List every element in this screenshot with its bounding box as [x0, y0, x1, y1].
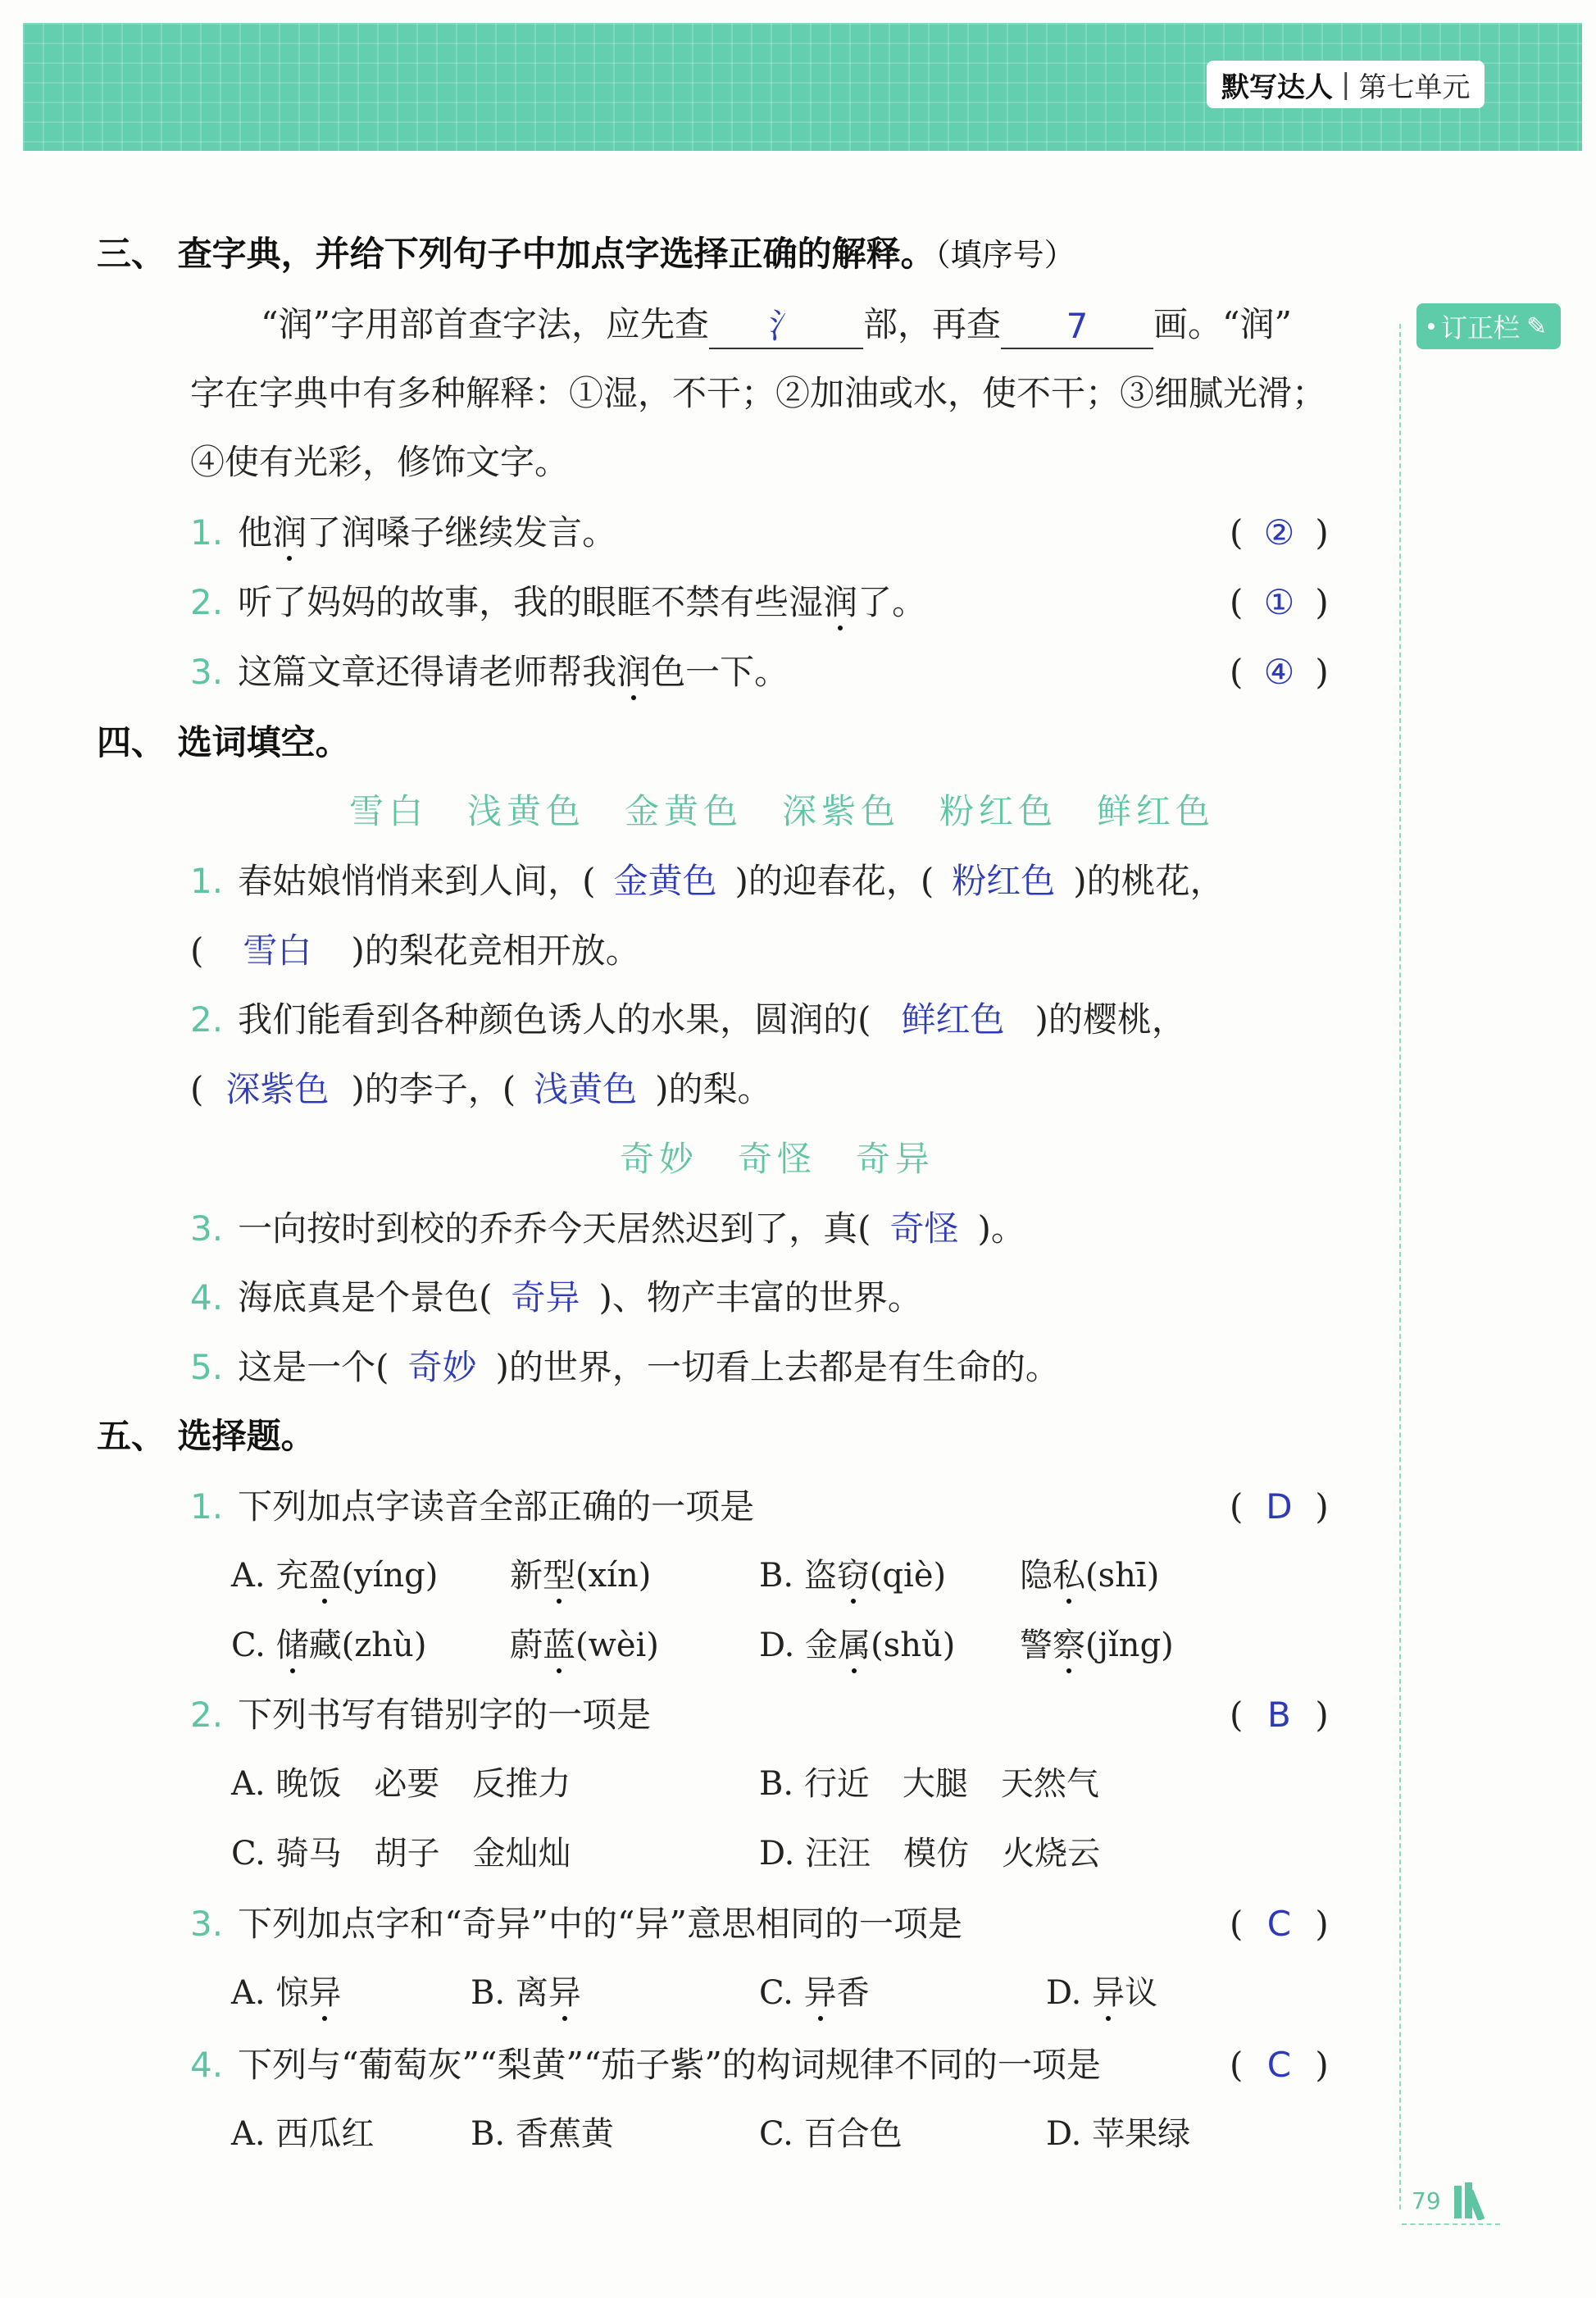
- item-number: 4.: [190, 2045, 224, 2085]
- s4-q2-line2: [190, 1065, 772, 1114]
- section-4-title: 四、 选词填空。: [97, 722, 350, 762]
- opt-text: B. 盗: [759, 1557, 837, 1595]
- q-text: )、物产丰富的世界。: [598, 1277, 922, 1317]
- s5-answer-3: ( C ): [1230, 1900, 1329, 1949]
- s5-q2-option-b: B. 行近 大腿 天然气: [759, 1765, 1099, 1803]
- pinyin: (xín): [575, 1557, 652, 1595]
- dotted-char: 润: [616, 648, 651, 697]
- s4-q3: [190, 1204, 1025, 1254]
- q-text: )。: [977, 1208, 1025, 1249]
- s5-q2: [190, 1691, 651, 1740]
- intro-text-b: 部，再查: [862, 304, 1001, 344]
- answer: 雪白: [243, 931, 312, 971]
- answer: ④: [1263, 652, 1295, 692]
- answer: ①: [1263, 582, 1295, 622]
- s5-q4-option-a: A. 西瓜红: [231, 2115, 375, 2153]
- section-3-heading: 三、 查字典，并给下列句子中加点字选择正确的解释。: [97, 234, 935, 274]
- s5-q1-option-b2: [1020, 1551, 1159, 1600]
- q-text: )的梨花竞相开放。: [351, 931, 640, 971]
- s3-answer-3: ( ④ ): [1230, 648, 1329, 697]
- s5-q3-option-d: [1046, 1968, 1157, 2018]
- item-number: 1.: [190, 512, 224, 553]
- item-text: 了润嗓子继续发言。: [307, 512, 617, 553]
- s5-q3-option-a: [231, 1968, 341, 2018]
- header-unit: 第七单元: [1358, 71, 1471, 104]
- pinyin: (jǐng): [1085, 1627, 1174, 1664]
- dotted-char: 异: [1092, 1968, 1125, 2018]
- answer: C: [1266, 2045, 1292, 2085]
- answer: 深紫色: [225, 1069, 330, 1109]
- q-text: )的桃花，: [1073, 861, 1225, 901]
- dotted-char: 异: [548, 1968, 581, 2018]
- pinyin: (shī): [1085, 1557, 1160, 1595]
- s5-q1-option-a: [231, 1551, 438, 1600]
- word-bank-qi: 奇妙 奇怪 奇异: [620, 1139, 935, 1179]
- header-separator: |: [1341, 68, 1351, 101]
- section-3-intro-line3: ④使有光彩，修饰文字。: [190, 442, 570, 482]
- opt-text: A. 惊: [231, 1974, 309, 2012]
- answer: B: [1266, 1695, 1291, 1735]
- bullet-icon: [1428, 323, 1435, 330]
- s5-q4-option-b: B. 香蕉黄: [471, 2115, 614, 2153]
- s5-q4: [190, 2041, 1101, 2090]
- pinyin: (qiè): [869, 1557, 947, 1595]
- section-5-title: 五、 选择题。: [97, 1416, 316, 1456]
- item-text: 色一下。: [651, 652, 789, 692]
- s5-q2-option-d: D. 汪汪 模仿 火烧云: [759, 1835, 1101, 1873]
- section-3-intro-line1: [261, 300, 1292, 349]
- pinyin: (yíng): [341, 1557, 439, 1595]
- header-title: 默写达人: [1221, 71, 1333, 104]
- answer: 奇怪: [889, 1208, 959, 1249]
- q-text: )的梨。: [655, 1069, 772, 1109]
- s5-q3: [190, 1900, 962, 1949]
- dotted-char: 异: [308, 1968, 341, 2018]
- s5-q1-option-d2: [1020, 1621, 1174, 1670]
- s5-q4-option-d: D. 苹果绿: [1046, 2115, 1191, 2153]
- opt-text: A. 充: [231, 1557, 309, 1595]
- q-text: )的世界，一切看上去都是有生命的。: [495, 1347, 1060, 1387]
- q-text: 春姑娘悄悄来到人间，(: [238, 861, 596, 901]
- dotted-char: 型: [543, 1551, 575, 1600]
- item-number: 3.: [190, 1208, 224, 1249]
- item-number: 3.: [190, 1904, 224, 1944]
- opt-text: D.: [1046, 1974, 1093, 2012]
- sidebar-divider: [1399, 324, 1401, 2209]
- s3-item-3: [190, 648, 789, 697]
- s4-q1-line1: [190, 857, 1225, 906]
- word-bank-colors: 雪白 浅黄色 金黄色 深紫色 粉红色 鲜红色: [349, 791, 1216, 831]
- q-text: 海底真是个景色(: [238, 1277, 493, 1317]
- opt-text: D. 金: [759, 1627, 839, 1664]
- item-number: 5.: [190, 1347, 224, 1387]
- q-text: (: [190, 1069, 204, 1109]
- intro-text-c: 画。“润”: [1153, 304, 1292, 344]
- opt-text: 香: [836, 1974, 870, 2012]
- s5-q2-option-a: A. 晚饭 必要 反推力: [231, 1765, 571, 1803]
- s5-answer-2: ( B ): [1230, 1691, 1329, 1740]
- unit-badge: [1207, 61, 1485, 108]
- radical-answer: 氵: [709, 308, 863, 349]
- dotted-char: 蓝: [543, 1621, 575, 1670]
- dotted-char: 润: [823, 578, 857, 627]
- item-text: 了。: [857, 582, 927, 622]
- item-text: 他: [238, 512, 273, 553]
- s5-answer-1: ( D ): [1230, 1482, 1329, 1531]
- item-text: 听了妈妈的故事，我的眼眶不禁有些湿: [238, 582, 824, 622]
- answer: 奇妙: [407, 1347, 477, 1387]
- dotted-char: 察: [1053, 1621, 1085, 1670]
- s5-q1-option-c2: [510, 1621, 659, 1670]
- s4-q4: [190, 1273, 922, 1322]
- opt-text: 隐: [1020, 1557, 1053, 1595]
- s3-answer-1: ( ② ): [1230, 508, 1329, 557]
- s3-item-2: [190, 578, 926, 627]
- dotted-char: 窃: [837, 1551, 870, 1600]
- dotted-char: 私: [1053, 1551, 1085, 1600]
- intro-text-a: “润”字用部首查字法，应先查: [261, 304, 709, 344]
- q-text: 这是一个(: [238, 1347, 389, 1387]
- item-number: 3.: [190, 652, 224, 692]
- answer: 粉红色: [952, 861, 1056, 901]
- q-text: 我们能看到各种颜色诱人的水果，圆润的(: [238, 999, 871, 1040]
- q-text: (: [190, 931, 204, 971]
- item-number: 2.: [190, 582, 224, 622]
- answer: 鲜红色: [901, 999, 1005, 1040]
- answer: D: [1266, 1486, 1293, 1527]
- s5-q4-option-c: C. 百合色: [759, 2115, 903, 2153]
- dotted-char: 盈: [308, 1551, 341, 1600]
- item-number: 1.: [190, 861, 224, 901]
- answer: 奇异: [511, 1277, 580, 1317]
- s5-answer-4: ( C ): [1230, 2041, 1329, 2090]
- opt-text: 蔚: [510, 1627, 543, 1664]
- correction-column-tab: [1416, 303, 1561, 349]
- books-icon: [1453, 2181, 1505, 2220]
- item-number: 2.: [190, 1695, 224, 1735]
- s5-q1: [190, 1482, 754, 1531]
- dotted-char: 储: [276, 1621, 309, 1670]
- s5-q1-option-a2: [510, 1551, 651, 1600]
- item-number: 1.: [190, 1486, 224, 1527]
- q-text: 一向按时到校的乔乔今天居然迟到了，真(: [238, 1208, 871, 1249]
- answer: 浅黄色: [534, 1069, 638, 1109]
- item-number: 4.: [190, 1277, 224, 1317]
- s4-q5: [190, 1343, 1060, 1392]
- answer: C: [1266, 1904, 1292, 1944]
- q-text: )的迎春花，(: [734, 861, 934, 901]
- item-number: 2.: [190, 999, 224, 1040]
- stroke-count-answer: 7: [1001, 308, 1153, 349]
- answer: ②: [1263, 512, 1295, 553]
- dotted-char: 异: [804, 1968, 837, 2018]
- pinyin: (zhù): [341, 1627, 427, 1664]
- s5-q1-option-d: [759, 1621, 955, 1670]
- pinyin: (shǔ): [871, 1627, 956, 1664]
- s3-item-1: [190, 508, 616, 557]
- s5-q1-option-c: [231, 1621, 426, 1670]
- s3-answer-2: ( ① ): [1230, 578, 1329, 627]
- section-3-note: （填序号）: [934, 237, 1075, 273]
- opt-text: 藏: [308, 1627, 342, 1664]
- opt-text: B. 离: [471, 1974, 548, 2012]
- opt-text: C.: [759, 1974, 804, 2012]
- dotted-char: 润: [272, 508, 307, 557]
- item-text: 这篇文章还得请老师帮我: [238, 652, 617, 692]
- page-number: 79: [1412, 2187, 1441, 2214]
- q-text: 下列加点字读音全部正确的一项是: [238, 1486, 755, 1527]
- footer-divider: [1402, 2223, 1500, 2225]
- s4-q1-line2: [190, 926, 640, 976]
- pinyin: (wèi): [575, 1627, 659, 1664]
- opt-text: 警: [1020, 1627, 1053, 1664]
- opt-text: 新: [510, 1557, 543, 1595]
- section-3-intro-line2: 字在字典中有多种解释：①湿，不干；②加油或水，使不干；③细腻光滑；: [190, 373, 1327, 413]
- q-text: )的樱桃，: [1034, 999, 1186, 1040]
- q-text: 下列与“葡萄灰”“梨黄”“茄子紫”的构词规律不同的一项是: [238, 2045, 1101, 2085]
- pencil-icon: ✎: [1526, 312, 1548, 341]
- q-text: 下列加点字和“奇异”中的“异”意思相同的一项是: [238, 1904, 962, 1944]
- s5-q3-option-c: [759, 1968, 870, 2018]
- q-text: 下列书写有错别字的一项是: [238, 1695, 652, 1735]
- section-3-title: [97, 230, 1075, 280]
- s4-q2-line1: [190, 995, 1186, 1044]
- opt-text: C.: [231, 1627, 276, 1664]
- opt-text: 议: [1125, 1974, 1158, 2012]
- dotted-char: 属: [838, 1621, 871, 1670]
- s5-q1-option-b: [759, 1551, 946, 1600]
- answer: 金黄色: [613, 861, 717, 901]
- s5-q2-option-c: C. 骑马 胡子 金灿灿: [231, 1835, 571, 1873]
- correction-label: 订正栏: [1441, 312, 1521, 344]
- q-text: )的李子，(: [351, 1069, 516, 1109]
- s5-q3-option-b: [471, 1968, 581, 2018]
